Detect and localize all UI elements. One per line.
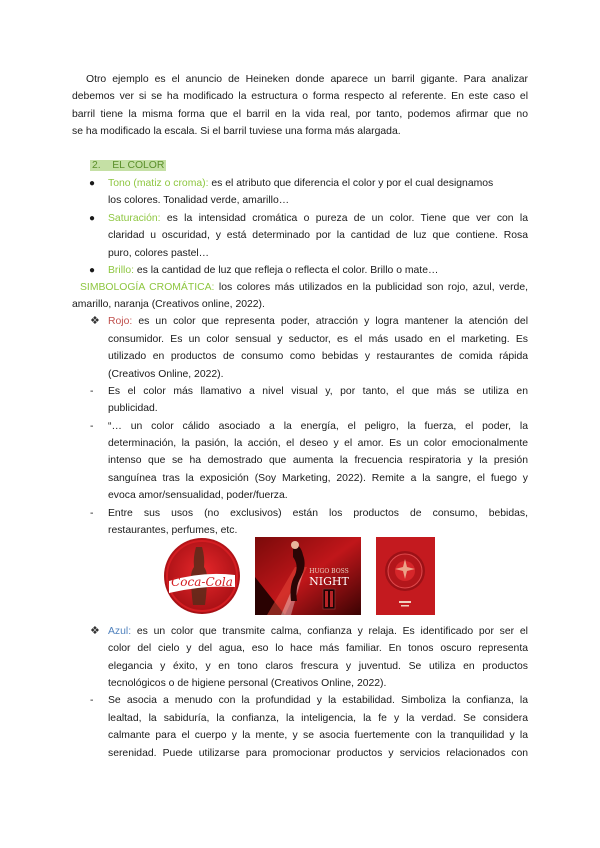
azul-dash1-line-2: lealtad, la sabiduría, la confianza, la inteligencia, la fe y la verdad. Se considera bbox=[108, 713, 528, 724]
intro-line-1: Otro ejemplo es el anuncio de Heineken donde aparece un barril gigante. Para analizar bbox=[86, 74, 528, 85]
bullet-tono-line-2: los colores. Tonalidad verde, amarillo… bbox=[108, 195, 290, 206]
rojo-line-3: utilizado en productos de consumo como bebidas y restaurantes de comida rápida bbox=[108, 351, 528, 362]
red-product-image bbox=[376, 537, 435, 615]
diamond-bullet-icon: ❖ bbox=[90, 625, 100, 637]
bullet-dot: ● bbox=[89, 213, 96, 224]
bullet-saturacion-line-2: claridad u oscuridad, y está determinado por la cantidad de luz que contiene. Rosa bbox=[108, 230, 528, 241]
night-small-text: HUGO BOSS bbox=[309, 568, 349, 575]
rojo-dash2-line-5: evoca amor/sensualidad, poder/fuerza. bbox=[108, 490, 288, 501]
azul-dash1-line-3: calmante para el cuerpo y la mente, y se asocia fuertemente con la tranquilidad y la bbox=[108, 730, 528, 741]
symbology-line-2: amarillo, naranja (Creativos online, 2022). bbox=[72, 299, 265, 310]
term-tono: Tono (matiz o croma): bbox=[108, 178, 209, 189]
term-brillo: Brillo: bbox=[108, 265, 134, 276]
coca-cola-logo-text: Coca-Cola bbox=[171, 575, 233, 589]
section-number: 2. bbox=[92, 160, 101, 171]
intro-line-3: barril tiene la misma forma que el barril en la vida real, por tanto, podemos afirmar que no bbox=[72, 109, 528, 120]
azul-dash1-line-4: serenidad. Puede utilizarse para promocionar productos y servicios relacionados con bbox=[108, 748, 528, 759]
rojo-dash1-line-1: Es el color más llamativo a nivel visual y, por tanto, el que más se utiliza en bbox=[108, 386, 528, 397]
rojo-line-4: (Creativos Online, 2022). bbox=[108, 369, 224, 380]
dash-bullet: - bbox=[90, 386, 94, 397]
section-title: EL COLOR bbox=[112, 160, 165, 171]
bullet-tono-line-1: Tono (matiz o croma): es el atributo que diferencia el color y por el cual designamos bbox=[108, 178, 494, 189]
azul-line-4: tecnológicos o de higiene personal (Creativos Online, 2022). bbox=[108, 678, 387, 689]
intro-line-4: se ha modificado la escala. Si el barril tuviese una forma más alargada. bbox=[72, 126, 401, 137]
night-perfume-image bbox=[255, 537, 361, 615]
azul-line-3: elegancia y éxito, y en tono claros frescura y juventud. Se utiliza en productos bbox=[108, 661, 528, 672]
dash-bullet: - bbox=[90, 695, 94, 706]
section-heading bbox=[90, 157, 166, 175]
coca-cola-image bbox=[163, 537, 241, 615]
term-azul: Azul: bbox=[108, 626, 132, 637]
rojo-dash1-line-2: publicidad. bbox=[108, 403, 158, 414]
bullet-dot: ● bbox=[89, 265, 96, 276]
azul-dash1-line-1: Se asocia a menudo con la profundidad y la estabilidad. Simboliza la confianza, la bbox=[108, 695, 528, 706]
rojo-line-2: consumidor. Es un color sensual y seductor, es el más usado en el marketing. Es bbox=[108, 334, 528, 345]
bullet-brillo-line-1: Brillo: es la cantidad de luz que refleja o reflecta el color. Brillo o mate… bbox=[108, 265, 439, 276]
rojo-dash2-line-3: intenso que se ha demostrado que aumenta la frecuencia respiratoria y la presión bbox=[108, 455, 528, 466]
term-rojo: Rojo: bbox=[108, 316, 133, 327]
rojo-dash3-line-1: Entre sus usos (no exclusivos) están los productos de consumo, bebidas, bbox=[108, 508, 528, 519]
rojo-line-1: Rojo: es un color que representa poder, atracción y logra mantener la atención del bbox=[108, 316, 528, 327]
azul-line-2: color del cielo y del agua, eso lo hace más familiar. En tonos oscuro representa bbox=[108, 643, 528, 654]
rojo-dash2-line-1: “… un color cálido asociado a la energía, el peligro, la fuerza, el poder, la bbox=[108, 421, 528, 432]
night-title-text: NIGHT bbox=[309, 575, 349, 588]
rojo-dash2-line-2: determinación, la pasión, la acción, el deseo y el amor. Es un color emocionalmente bbox=[108, 438, 528, 449]
rojo-dash3-line-2: restaurantes, perfumes, etc. bbox=[108, 525, 238, 536]
term-saturacion: Saturación: bbox=[108, 213, 161, 224]
bullet-saturacion-line-3: puro, colores pastel… bbox=[108, 248, 210, 259]
dash-bullet: - bbox=[90, 508, 94, 519]
bullet-saturacion-line-1: Saturación: es la intensidad cromática o pureza de un color. Tiene que ver con la bbox=[108, 213, 528, 224]
dash-bullet: - bbox=[90, 421, 94, 432]
bullet-dot: ● bbox=[89, 178, 96, 189]
term-symbology: SIMBOLOGÍA CROMÁTICA: bbox=[80, 282, 215, 293]
rojo-dash2-line-4: sanguínea tras la exposición (Soy Marketing, 2022). Remite a la sangre, el fuego y bbox=[108, 473, 528, 484]
azul-line-1: Azul: es un color que transmite calma, confianza y relaja. Es identificado por ser el bbox=[108, 626, 528, 637]
intro-line-2: debemos ver si se ha modificado la estructura o forma respecto al referente. En este caso el bbox=[72, 91, 528, 102]
diamond-bullet-icon: ❖ bbox=[90, 315, 100, 327]
symbology-line-1: SIMBOLOGÍA CROMÁTICA: los colores más utilizados en la publicidad son rojo, azul, verde, bbox=[80, 282, 528, 293]
